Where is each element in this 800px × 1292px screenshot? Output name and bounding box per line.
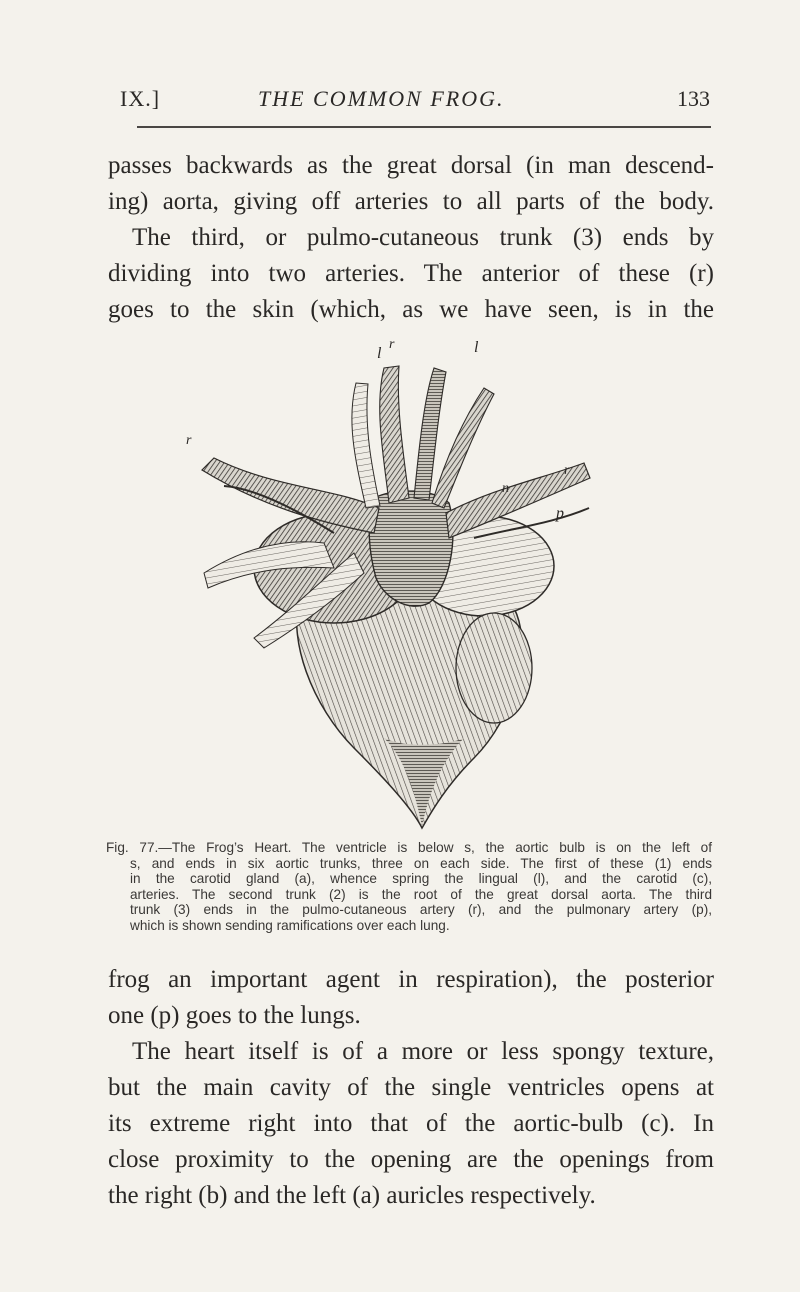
text-line: its extreme right into that of the aortic-bulb (c). In [108,1110,714,1137]
right-auricle-lobe [456,613,532,723]
text-line: The third, or pulmo-cutaneous trunk (3) ends by [132,224,714,251]
text-line: passes backwards as the great dorsal (in man descend- [108,152,714,179]
text-line: dividing into two arteries. The anterior of these (r) [108,260,714,287]
top-paragraph [108,148,714,328]
caption-line: which is shown sending ramifications over each lung. [130,917,450,933]
heart-engraving [184,338,624,832]
page-header [120,86,710,116]
aortic-bulb [369,491,453,606]
caption-line: s, and ends in six aortic trunks, three on each side. The first of these (1) ends [130,855,712,871]
text-line: frog an important agent in respiration), the posterior [108,966,714,993]
caption-line: arteries. The second trunk (2) is the root of the great dorsal aorta. The third [130,886,712,902]
text-line: goes to the skin (which, as we have seen, is in the [108,296,714,323]
page-number: 133 [677,86,710,111]
upper-trunk-4 [352,383,380,508]
caption-line: in the carotid gland (a), whence spring the lingual (l), and the carotid (c), [130,871,712,887]
caption-line: trunk (3) ends in the pulmo-cutaneous artery (r), and the pulmonary artery (p), [130,902,712,918]
frog-heart-illustration [184,338,624,832]
upper-trunks [380,366,409,503]
figure-label-r-left: r [186,433,192,448]
figure-label-l-left: l [377,345,382,362]
figure-label-p: p [556,505,564,522]
figure-label-l-right: l [474,339,479,356]
text-line: the right (b) and the left (a) auricles respectively. [108,1182,596,1209]
caption-line: Fig. 77.—The Frog’s Heart. The ventricle is below s, the aortic bulb is on the left of [106,840,712,855]
figure-label-n: n [502,481,509,496]
figure-label-r-top: r [389,338,395,352]
bottom-paragraph [108,962,714,1214]
running-title: THE COMMON FROG. [258,86,505,111]
text-line: one (p) goes to the lungs. [108,1002,361,1029]
text-line: The heart itself is of a more or less spongy texture, [132,1038,714,1065]
text-line: close proximity to the opening are the openings from [108,1146,714,1173]
chapter-number: IX.] [120,86,161,111]
text-line: ing) aorta, giving off arteries to all parts of the body. [108,188,714,215]
header-rule [137,126,711,128]
upper-trunk-3 [432,388,494,508]
figure-caption [106,840,712,934]
text-line: but the main cavity of the single ventricles opens at [108,1074,714,1101]
figure-label-r-right: r [564,463,570,478]
